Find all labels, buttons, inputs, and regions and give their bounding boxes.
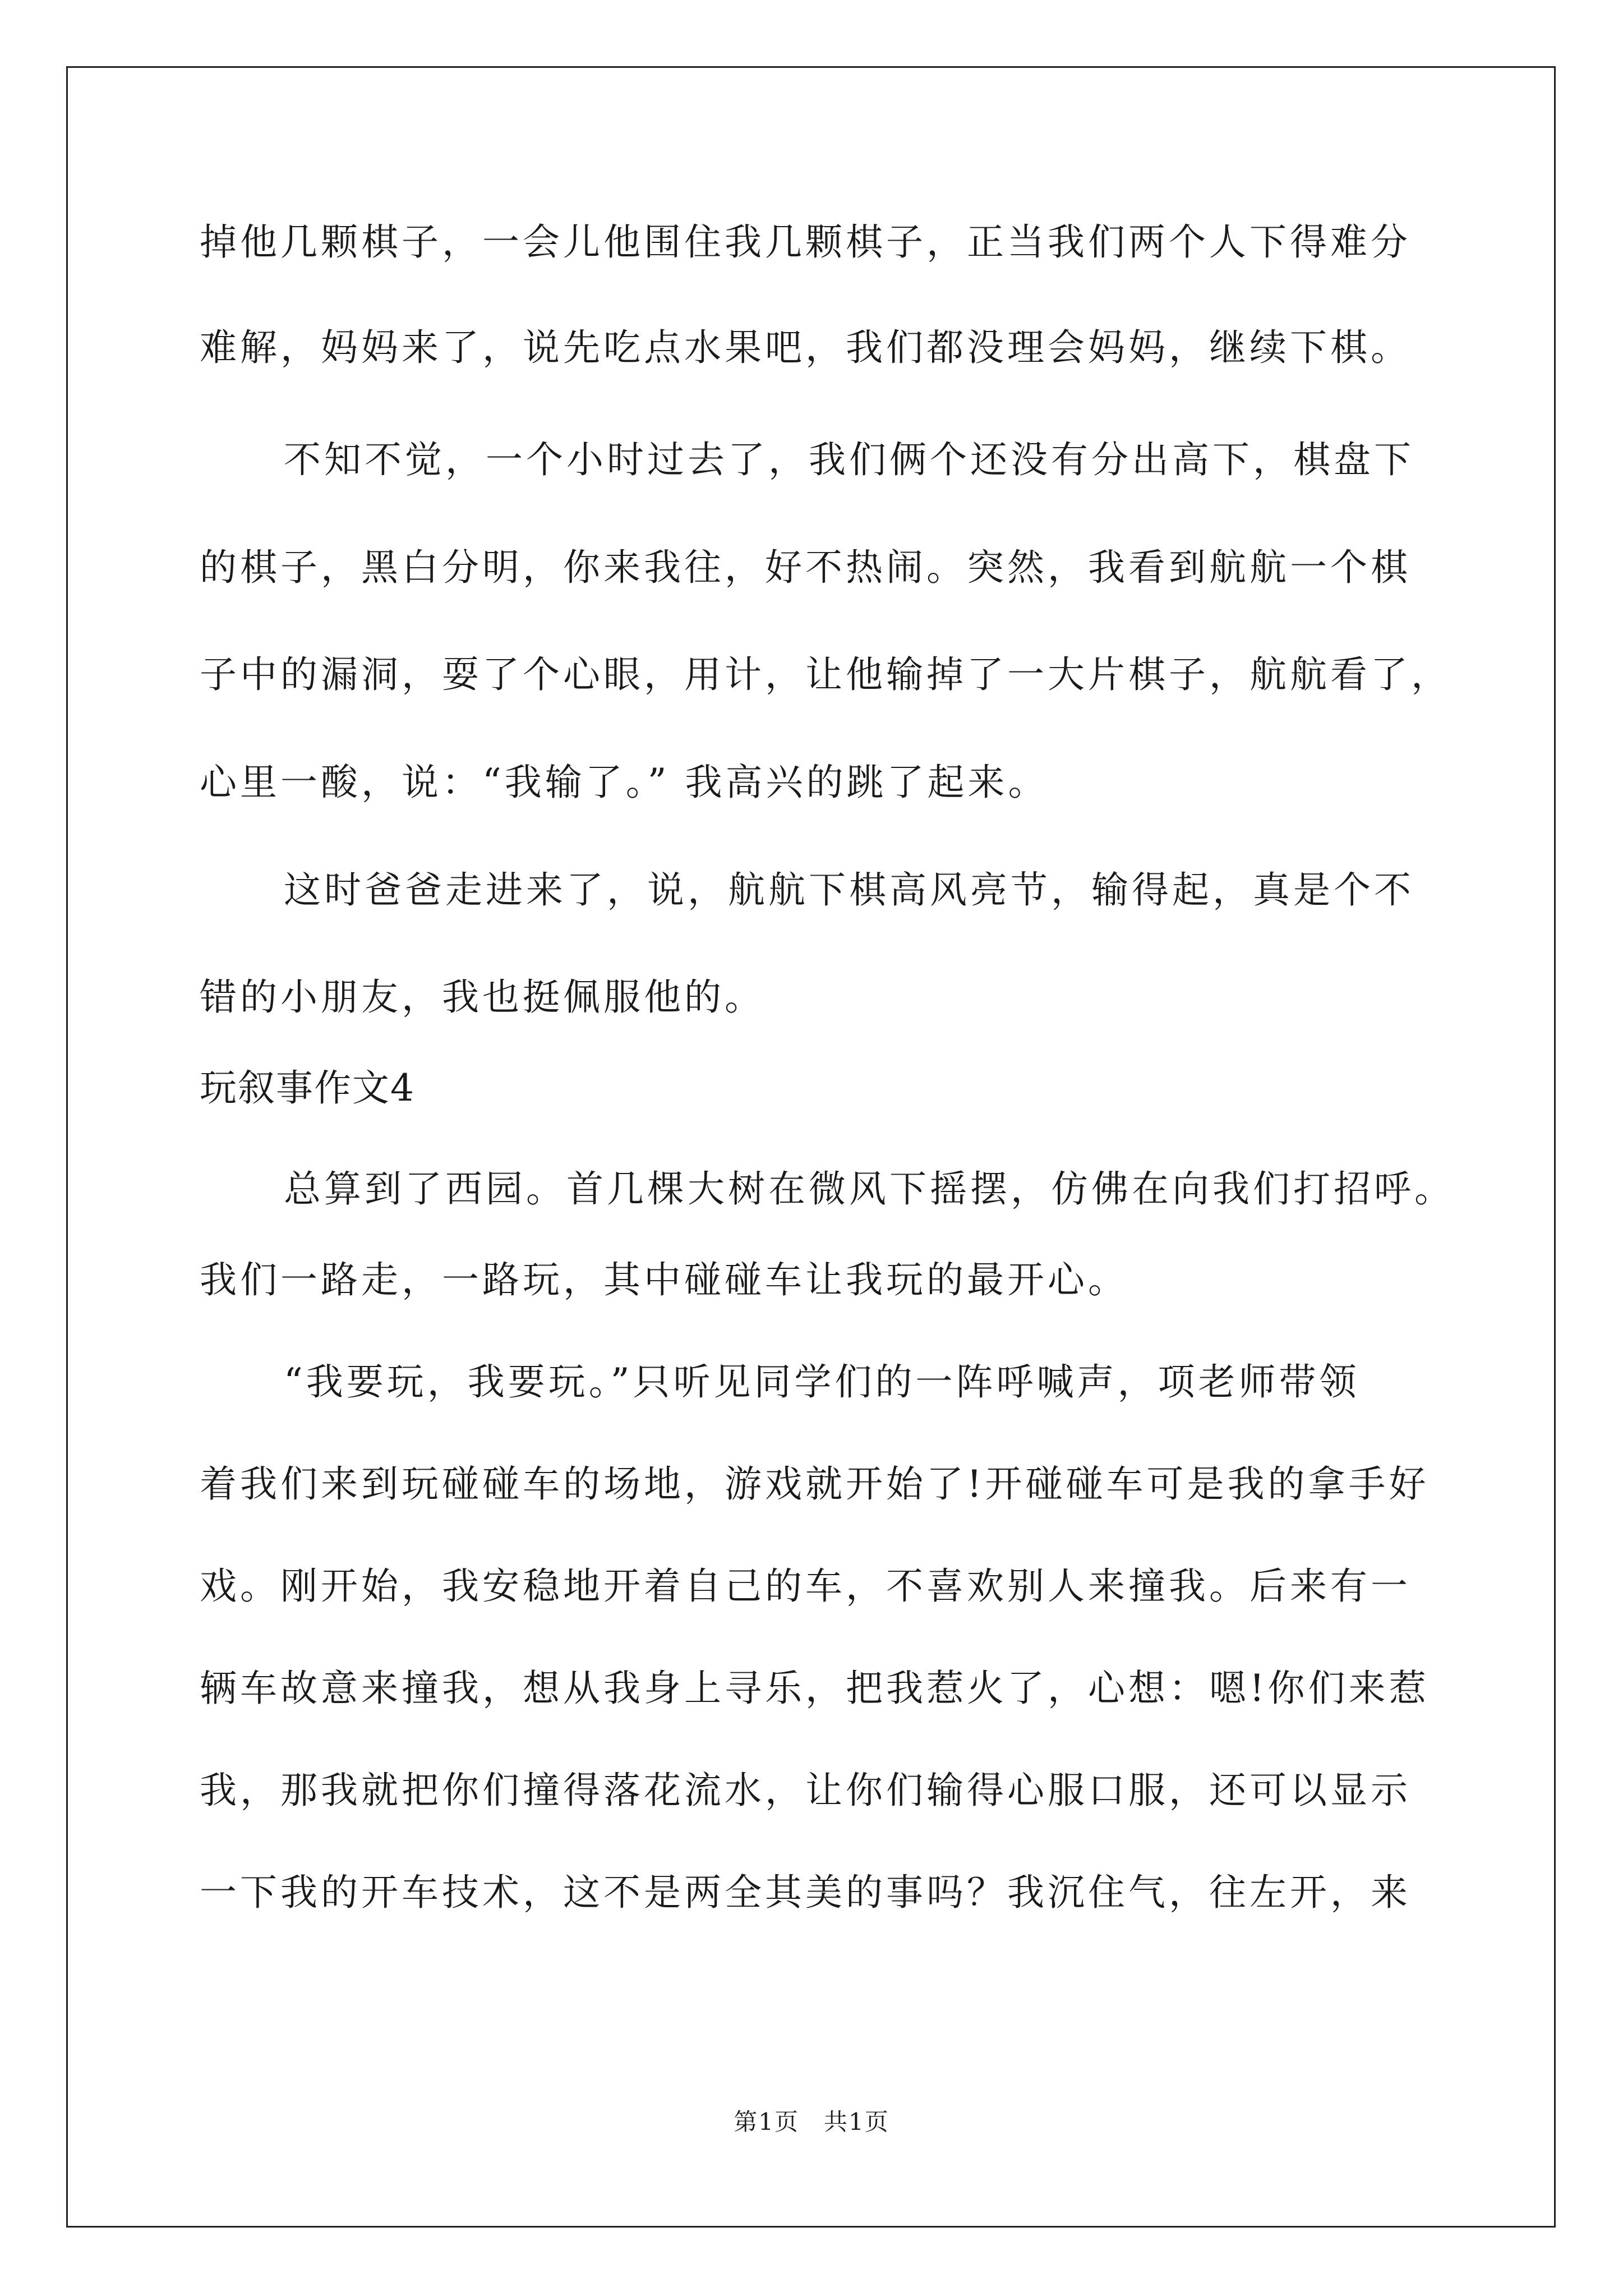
text-line-14: 辆车故意来撞我，想从我身上寻乐，把我惹火了，心想：嗯!你们来惹 bbox=[200, 1667, 1430, 1710]
text-line-15: 我，那我就把你们撞得落花流水，让你们输得心服口服，还可以显示 bbox=[200, 1769, 1411, 1812]
section-heading: 玩叙事作文4 bbox=[200, 1066, 415, 1110]
text-line-6: 心里一酸，说：“我输了。” 我高兴的跳了起来。 bbox=[200, 761, 1049, 804]
page-footer: 第1页 共1页 bbox=[734, 2108, 889, 2136]
text-line-12: 着我们来到玩碰碰车的场地，游戏就开始了!开碰碰车可是我的拿手好 bbox=[200, 1462, 1430, 1506]
text-line-3: 不知不觉，一个小时过去了，我们俩个还没有分出高下，棋盘下 bbox=[284, 438, 1414, 481]
text-line-10: 我们一路走，一路玩，其中碰碰车让我玩的最开心。 bbox=[200, 1258, 1128, 1301]
text-line-2: 难解，妈妈来了，说先吃点水果吧，我们都没理会妈妈，继续下棋。 bbox=[200, 326, 1411, 369]
text-line-11: “我要玩，我要玩。”只听见同学们的一阵呼喊声，项老师带领 bbox=[284, 1360, 1360, 1404]
text-line-9: 总算到了西园。首几棵大树在微风下摇摆，仿佛在向我们打招呼。 bbox=[284, 1167, 1455, 1211]
text-line-5: 子中的漏洞，耍了个心眼，用计，让他输掉了一大片棋子，航航看了， bbox=[200, 653, 1451, 696]
text-line-16: 一下我的开车技术，这不是两全其美的事吗？我沉住气，往左开，来 bbox=[200, 1871, 1411, 1914]
text-line-4: 的棋子，黑白分明，你来我往，好不热闹。突然，我看到航航一个棋 bbox=[200, 546, 1411, 589]
text-line-13: 戏。刚开始，我安稳地开着自己的车，不喜欢别人来撞我。后来有一 bbox=[200, 1565, 1411, 1608]
text-line-1: 掉他几颗棋子，一会儿他围住我几颗棋子，正当我们两个人下得难分 bbox=[200, 220, 1411, 264]
text-line-8: 错的小朋友，我也挺佩服他的。 bbox=[200, 976, 765, 1019]
text-line-7: 这时爸爸走进来了，说，航航下棋高风亮节，输得起，真是个不 bbox=[284, 868, 1414, 912]
